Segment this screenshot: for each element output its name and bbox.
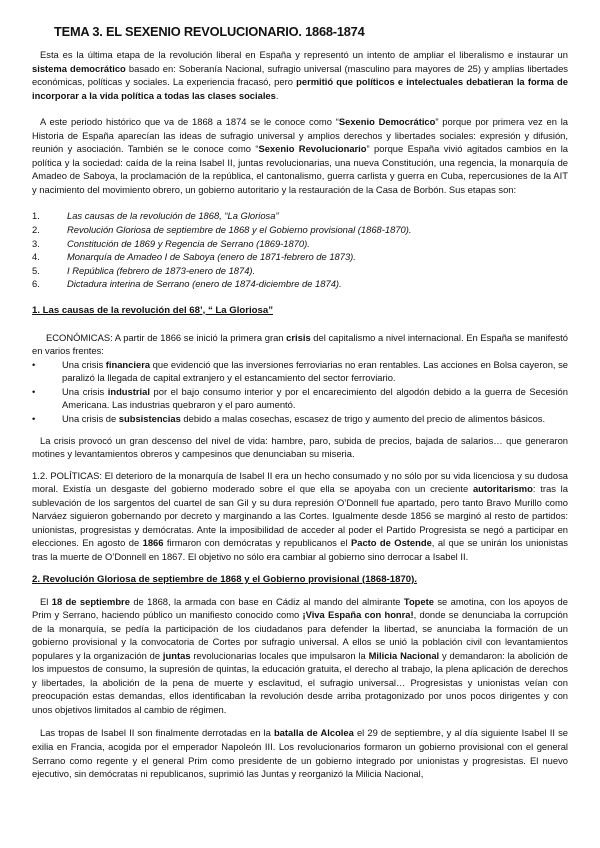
text: : tras la sublevación de los sargentos del cuartel de san Gil y su dura represión O’Donnell fue apartado, pero tanto Bravo Murillo como Narváez siguieron gobernando por decreto y marginando a las Cortes. Igualmente desde 1856 se marginó al resto de partidos: unionistas, progresistas y demócratas. Ante la imposibilidad de acceder al poder el Partido Progresista se negó a participar en elecciones. En agosto de (32, 483, 568, 549)
stages-list (32, 209, 568, 290)
bold-text: Sexenio Democrático (338, 116, 436, 128)
list-item (32, 277, 568, 291)
list-text: Monarquía de Amadeo I de Saboya (enero de 1871-febrero de 1873). (67, 251, 356, 263)
text: Una crisis (62, 385, 108, 397)
document-title: TEMA 3. EL SEXENIO REVOLUCIONARIO. 1868-1874 (54, 24, 365, 39)
text: , donde se denunciaba la corrupción de la monarquía, se pedía la participación de los ciudadanos para defender la libertad, se anunciaba la formación de un gobierno provisional y la convocatoria de Cortes por sufragio universal. A ellos se unió la población civil con levantamientos populares y la organización de (32, 609, 568, 661)
text: A este periodo histórico que va de 1868 a 1874 se le conoce como “ (40, 116, 339, 128)
list-item (32, 250, 568, 264)
political-causes-paragraph (32, 469, 568, 564)
text: ” porque España vivió agitados cambios en la política y la sociedad: caída de la reina Isabel II, juntas revolucionarias, una nueva Constitución, una regencia, la monarquía de Amadeo de Saboya, la proclamación de la república, el cantonalismo, guerra carlista y guerra en Cuba, repercusiones de la AIT y nacimiento del movimiento obrero, un gobierno autoritario y la restauración de la Casa de Borbón. Sus etapas son: (32, 143, 568, 195)
list-number: 1. (32, 210, 40, 222)
bold-text: Sexenio Revolucionario (258, 143, 367, 155)
bullet-text (62, 385, 568, 412)
bold-text: juntas (162, 649, 191, 661)
bold-text: ¡Viva España con honra! (302, 609, 414, 621)
list-text: Las causas de la revolución de 1868, “La Gloriosa” (67, 210, 279, 222)
text: del capitalismo a nivel internacional. En España se manifestó en varios frentes: (32, 331, 568, 357)
section-2-heading: 2. Revolución Gloriosa de septiembre de 1868 y el Gobierno provisional (1868-1870). (32, 573, 417, 585)
list-number: 5. (32, 264, 40, 276)
alcolea-paragraph (32, 726, 568, 780)
economic-causes-paragraph (32, 331, 568, 358)
list-item (32, 209, 568, 223)
gloriosa-paragraph (32, 595, 568, 717)
text: El (40, 595, 52, 607)
text: ” porque por primera vez en la Historia de España aparecían las ideas de sufragio universal y amplios derechos y libertades sociales: expresión y difusión, reunión y asociación. También se le conoce como “ (32, 116, 568, 155)
text: 1.2. POLÍTICAS: El deterioro de la monarquía de Isabel II era un hecho consumado y no sólo por su vida licenciosa y su dudosa moral. Existía un desgaste del gobierno moderado sobre el que ella se apoyaba con un creciente (32, 469, 568, 495)
text: basado en: Soberanía Nacional, sufragio universal (masculino para mayores de 25) y amplias libertades económicas, políticas y sociales. La experiencia fracasó, pero (32, 62, 568, 88)
bold-text: permitió que políticos e intelectuales debatieran la forma de incorporar a la vida política a todas las clases sociales (32, 76, 568, 101)
bullet-item (32, 412, 568, 426)
bold-text: Pacto de Ostende (350, 537, 432, 549)
list-text: Dictadura interina de Serrano (enero de 1874-diciembre de 1874). (67, 278, 342, 290)
list-number: 3. (32, 237, 40, 249)
crisis-paragraph: La crisis provocó un gran descenso del nivel de vida: hambre, paro, subida de precios, bajada de salarios… que generaron motines y levantamientos obreros y campesinos que denunciaban su miseria. (32, 434, 568, 460)
bold-text: autoritarismo (472, 483, 533, 495)
intro-paragraph (32, 48, 568, 102)
bold-text: Milicia Nacional (368, 649, 440, 661)
text: debido a malas cosechas, escasez de trigo y aumento del precio de alimentos básicos. (180, 413, 546, 425)
bullet-text (62, 412, 568, 426)
text: por el bajo consumo interior y por el encarecimiento del algodón debido a la guerra de Secesión Americana. Las industrias quebraron y el paro aumentó. (62, 385, 568, 411)
bullet-icon: • (32, 385, 36, 397)
text: Una crisis (62, 358, 106, 370)
bold-text: 1866 (142, 537, 164, 549)
bullet-item (32, 358, 568, 385)
text: firmaron con demócratas y republicanos el (163, 537, 351, 549)
text: que evidenció que las inversiones ferroviarias no eran rentables. Las acciones en Bolsa cayeron, se paralizó la llegada de capital extranjero y el estancamiento del sector ferroviario. (62, 358, 569, 384)
list-text: I República (febrero de 1873-enero de 1874). (67, 264, 256, 276)
text: Una crisis de (62, 413, 119, 425)
list-item (32, 237, 568, 251)
list-number: 6. (32, 278, 40, 290)
section-1-heading: 1. Las causas de la revolución del 68’, “ La Gloriosa” (32, 304, 274, 316)
bold-text: subsistencias (118, 413, 181, 425)
text: ECONÓMICAS: A partir de 1866 se inició la primera gran (46, 331, 287, 343)
bold-text: Topete (403, 595, 434, 607)
bullet-icon: • (32, 358, 36, 370)
text: , al que se unirán los unionistas tras la muerte de O’Donnell en 1867. El objetivo no sólo era cambiar al gobierno sino derrocar a Isabel II. (32, 537, 568, 562)
text: el 29 de septiembre, y al día siguiente Isabel II se exilia en Francia, acogida por el emperador Napoleón III. Los revolucionarios formaron un gobierno provisional con el general Serrano como regente y el general Prim como presidente de un gobierno integrado por unionistas y progresistas. El nuevo ejecutivo, sin demócratas ni republicanos, suprimió las Juntas y reorganizó la Milicia Nacional, (32, 727, 568, 780)
list-number: 2. (32, 224, 40, 236)
bold-text: financiera (105, 358, 151, 370)
text: se amotina, con los apoyos de Prim y Serrano, haciendo público un manifiesto conocido como (32, 595, 568, 621)
text: de 1868, la armada con base en Cádiz al mando del almirante (129, 595, 404, 607)
bold-text: industrial (107, 385, 150, 397)
list-number: 4. (32, 251, 40, 263)
bold-text: crisis (286, 331, 311, 343)
bullet-item (32, 385, 568, 412)
text: Esta es la última etapa de la revolución liberal en España y representó un intento de ampliar el liberalismo e instaurar un (40, 49, 568, 60)
list-item (32, 264, 568, 278)
period-paragraph (32, 115, 568, 196)
text: Las tropas de Isabel II son finalmente derrotadas en la (40, 727, 274, 739)
list-text: Constitución de 1869 y Regencia de Serrano (1869-1870). (67, 237, 310, 249)
bullet-icon: • (32, 413, 36, 425)
document-page (32, 24, 568, 781)
text: revolucionarias locales que impulsaron la (190, 649, 369, 661)
bold-text: batalla de Alcolea (273, 727, 354, 739)
bullet-text (62, 358, 568, 385)
list-text: Revolución Gloriosa de septiembre de 1868 y el Gobierno provisional (1868-1870). (67, 224, 412, 236)
bold-text: 18 de septiembre (51, 595, 130, 607)
text: . (275, 89, 279, 101)
list-item (32, 223, 568, 237)
text: y demandaron: la abolición de los impuestos de consumo, la supresión de quintas, la educación gratuita, el derecho al trabajo, la plena aplicación de derechos y libertades, la abolición de la pena de muerte y esclavitud, el sufragio universal… Progresistas y unionistas veían con preocupación estas demandas, ellos identificaban la revolución desde arriba protagonizado por unos pocos dirigentes y con unos objetivos limitados al cambio de régimen. (32, 649, 568, 715)
bold-text: sistema democrático (32, 62, 126, 74)
